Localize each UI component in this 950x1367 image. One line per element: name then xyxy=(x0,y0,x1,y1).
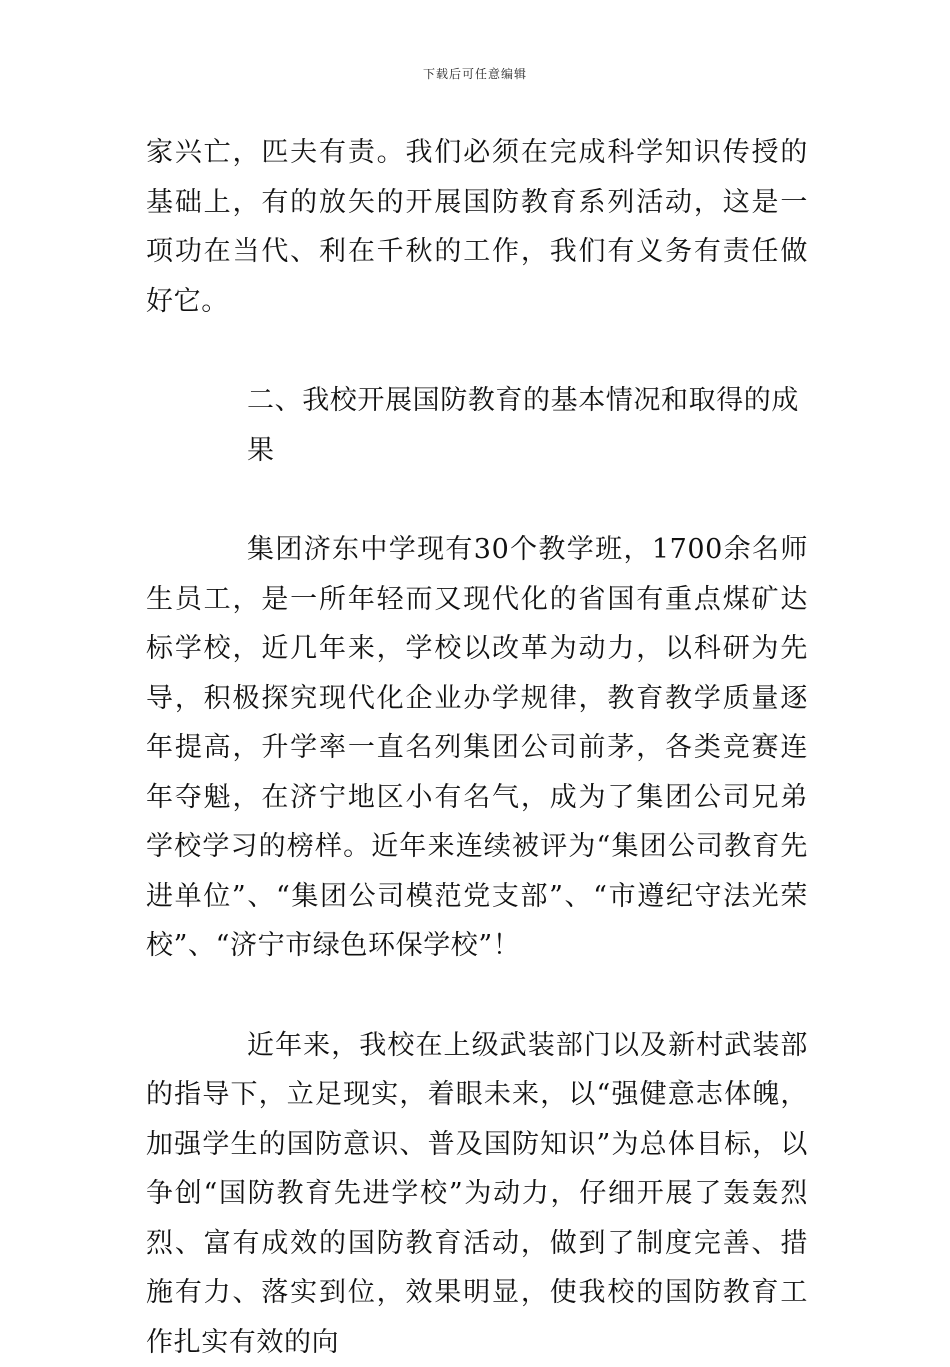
section-heading: 二、我校开展国防教育的基本情况和取得的成果 xyxy=(146,376,808,475)
paragraph-gap xyxy=(146,475,808,525)
paragraph-school-overview: 集团济东中学现有30个教学班，1700余名师生员工，是一所年轻而又现代化的省国有重点煤矿达标学校，近几年来，学校以改革为动力，以科研为先导，积极探究现代化企业办学规律，教育教学质量逐年提高，升学率一直名列集团公司前茅，各类竞赛连年夺魁，在济宁地区小有名气，成为了集团公司兄弟学校学习的榜样。近年来连续被评为“集团公司教育先进单位”、“集团公司模范党支部”、“市遵纪守法光荣校”、“济宁市绿色环保学校”！ xyxy=(146,525,808,971)
page-header-note: 下载后可任意编辑 xyxy=(0,65,950,82)
paragraph-continued: 家兴亡，匹夫有责。我们必须在完成科学知识传授的基础上，有的放矢的开展国防教育系列活动，这是一项功在当代、利在千秋的工作，我们有义务有责任做好它。 xyxy=(146,128,808,326)
paragraph-gap xyxy=(146,971,808,1021)
document-body xyxy=(146,128,808,1367)
paragraph-gap xyxy=(146,326,808,376)
paragraph-defense-education: 近年来，我校在上级武装部门以及新村武装部的指导下，立足现实，着眼未来，以“强健意志体魄，加强学生的国防意识、普及国防知识”为总体目标，以争创“国防教育先进学校”为动力，仔细开展了轰轰烈烈、富有成效的国防教育活动，做到了制度完善、措施有力、落实到位，效果明显，使我校的国防教育工作扎实有效的向 xyxy=(146,1021,808,1367)
